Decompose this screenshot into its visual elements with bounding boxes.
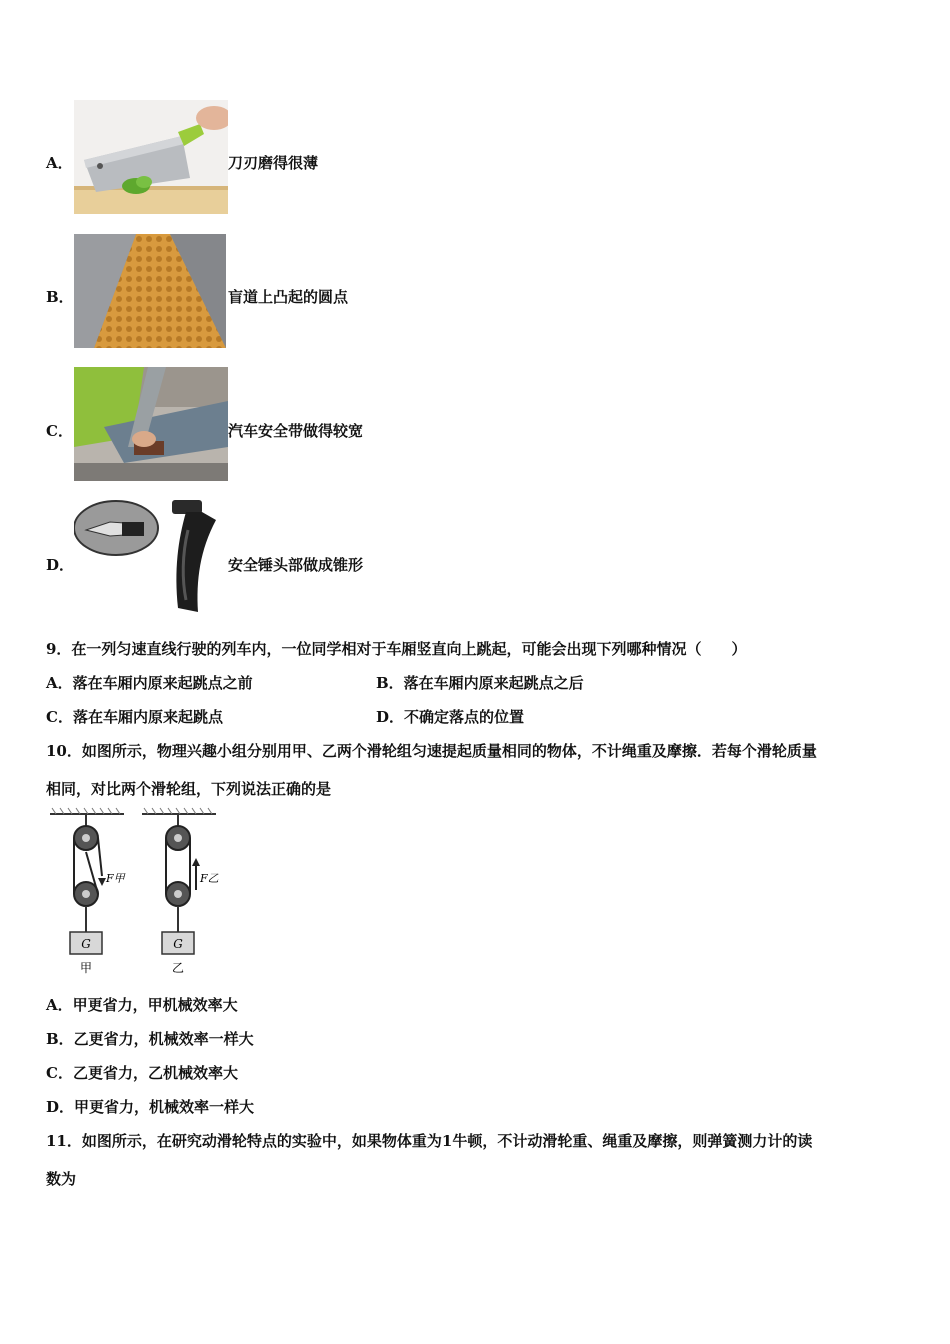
knife-image: [74, 100, 228, 214]
left-weight-label: G: [81, 937, 91, 951]
pulley-system-figure: [46, 806, 226, 978]
option-text: 刀刃磨得很薄: [228, 154, 319, 172]
right-caption: 乙: [171, 961, 185, 975]
q10-stem-line2: 相同，对比两个滑轮组，下列说法正确的是: [46, 780, 332, 798]
safety-hammer-image: [74, 500, 228, 618]
q10-option-c: C．乙更省力，乙机械效率大: [46, 1064, 238, 1082]
option-letter: D．: [46, 556, 75, 574]
q11-stem-line2: 数为: [46, 1170, 77, 1188]
option-letter: B．: [46, 288, 74, 306]
q9-option-a: A．落在车厢内原来起跳点之前: [46, 674, 253, 692]
q9-option-b: B．落在车厢内原来起跳点之后: [376, 674, 584, 692]
q9-option-d: D．不确定落点的位置: [376, 708, 525, 726]
left-caption: 甲: [79, 961, 93, 975]
right-weight-label: G: [173, 937, 183, 951]
q10-option-b: B．乙更省力，机械效率一样大: [46, 1030, 254, 1048]
q11-stem-line1: 11．如图所示，在研究动滑轮特点的实验中，如果物体重为1牛顿，不计动滑轮重、绳重及摩擦，则弹簧测力计的读: [46, 1132, 813, 1150]
option-letter: C．: [46, 422, 73, 440]
q9-stem: 9．在一列匀速直线行驶的列车内，一位同学相对于车厢竖直向上跳起，可能会出现下列哪种情况（ ）: [46, 640, 747, 658]
option-letter: A．: [46, 154, 73, 172]
left-force-label: F甲: [106, 872, 125, 885]
right-force-label: F乙: [200, 872, 219, 885]
tactile-paving-image: [74, 234, 226, 348]
q10-stem-line1: 10．如图所示，物理兴趣小组分别用甲、乙两个滑轮组匀速提起质量相同的物体，不计绳重及摩擦．若每个滑轮质量: [46, 742, 817, 760]
option-text: 汽车安全带做得较宽: [228, 422, 364, 440]
q9-option-c: C．落在车厢内原来起跳点: [46, 708, 223, 726]
option-text: 安全锤头部做成锥形: [228, 556, 364, 574]
q10-option-d: D．甲更省力，机械效率一样大: [46, 1098, 255, 1116]
q10-option-a: A．甲更省力，甲机械效率大: [46, 996, 238, 1014]
seatbelt-image: [74, 367, 228, 481]
option-text: 盲道上凸起的圆点: [228, 288, 349, 306]
